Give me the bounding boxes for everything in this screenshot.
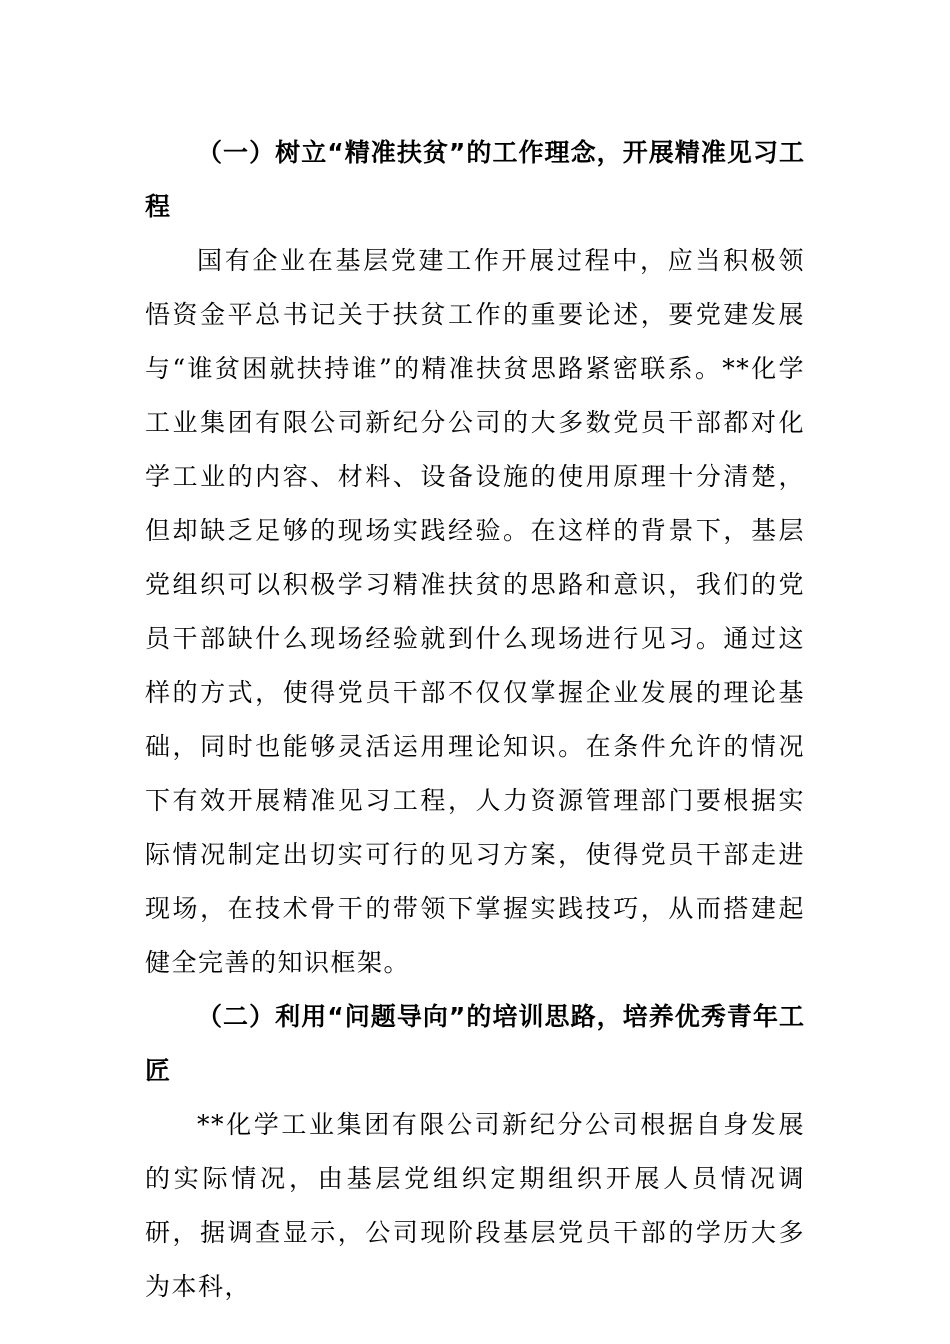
section-paragraph-2: **化学工业集团有限公司新纪分公司根据自身发展的实际情况，由基层党组织定期组织开展人员情况调研，据调查显示，公司现阶段基层党员干部的学历大多为本科， bbox=[145, 1110, 805, 1301]
section-heading-2: （二）利用“问题导向”的培训思路，培养优秀青年工匠 bbox=[145, 1002, 805, 1085]
section-paragraph-1: 国有企业在基层党建工作开展过程中，应当积极领悟资金平总书记关于扶贫工作的重要论述，要党建发展与“谁贫困就扶持谁”的精准扶贫思路紧密联系。**化学工业集团有限公司新纪分公司的大多数党员干部都对化学工业的内容、材料、设备设施的使用原理十分清楚，但却缺乏足够的现场实践经验。在这样的背景下，基层党组织可以积极学习精准扶贫的思路和意识，我们的党员干部缺什么现场经验就到什么现场进行见习。通过这样的方式，使得党员干部不仅仅掌握企业发展的理论基础，同时也能够灵活运用理论知识。在条件允许的情况下有效开展精准见习工程，人力资源管理部门要根据实际情况制定出切实可行的见习方案，使得党员干部走进现场，在技术骨干的带领下掌握实践技巧，从而搭建起健全完善的知识框架。 bbox=[145, 246, 805, 977]
section-heading-1: （一）树立“精准扶贫”的工作理念，开展精准见习工程 bbox=[145, 138, 805, 221]
document-body bbox=[145, 126, 805, 1314]
